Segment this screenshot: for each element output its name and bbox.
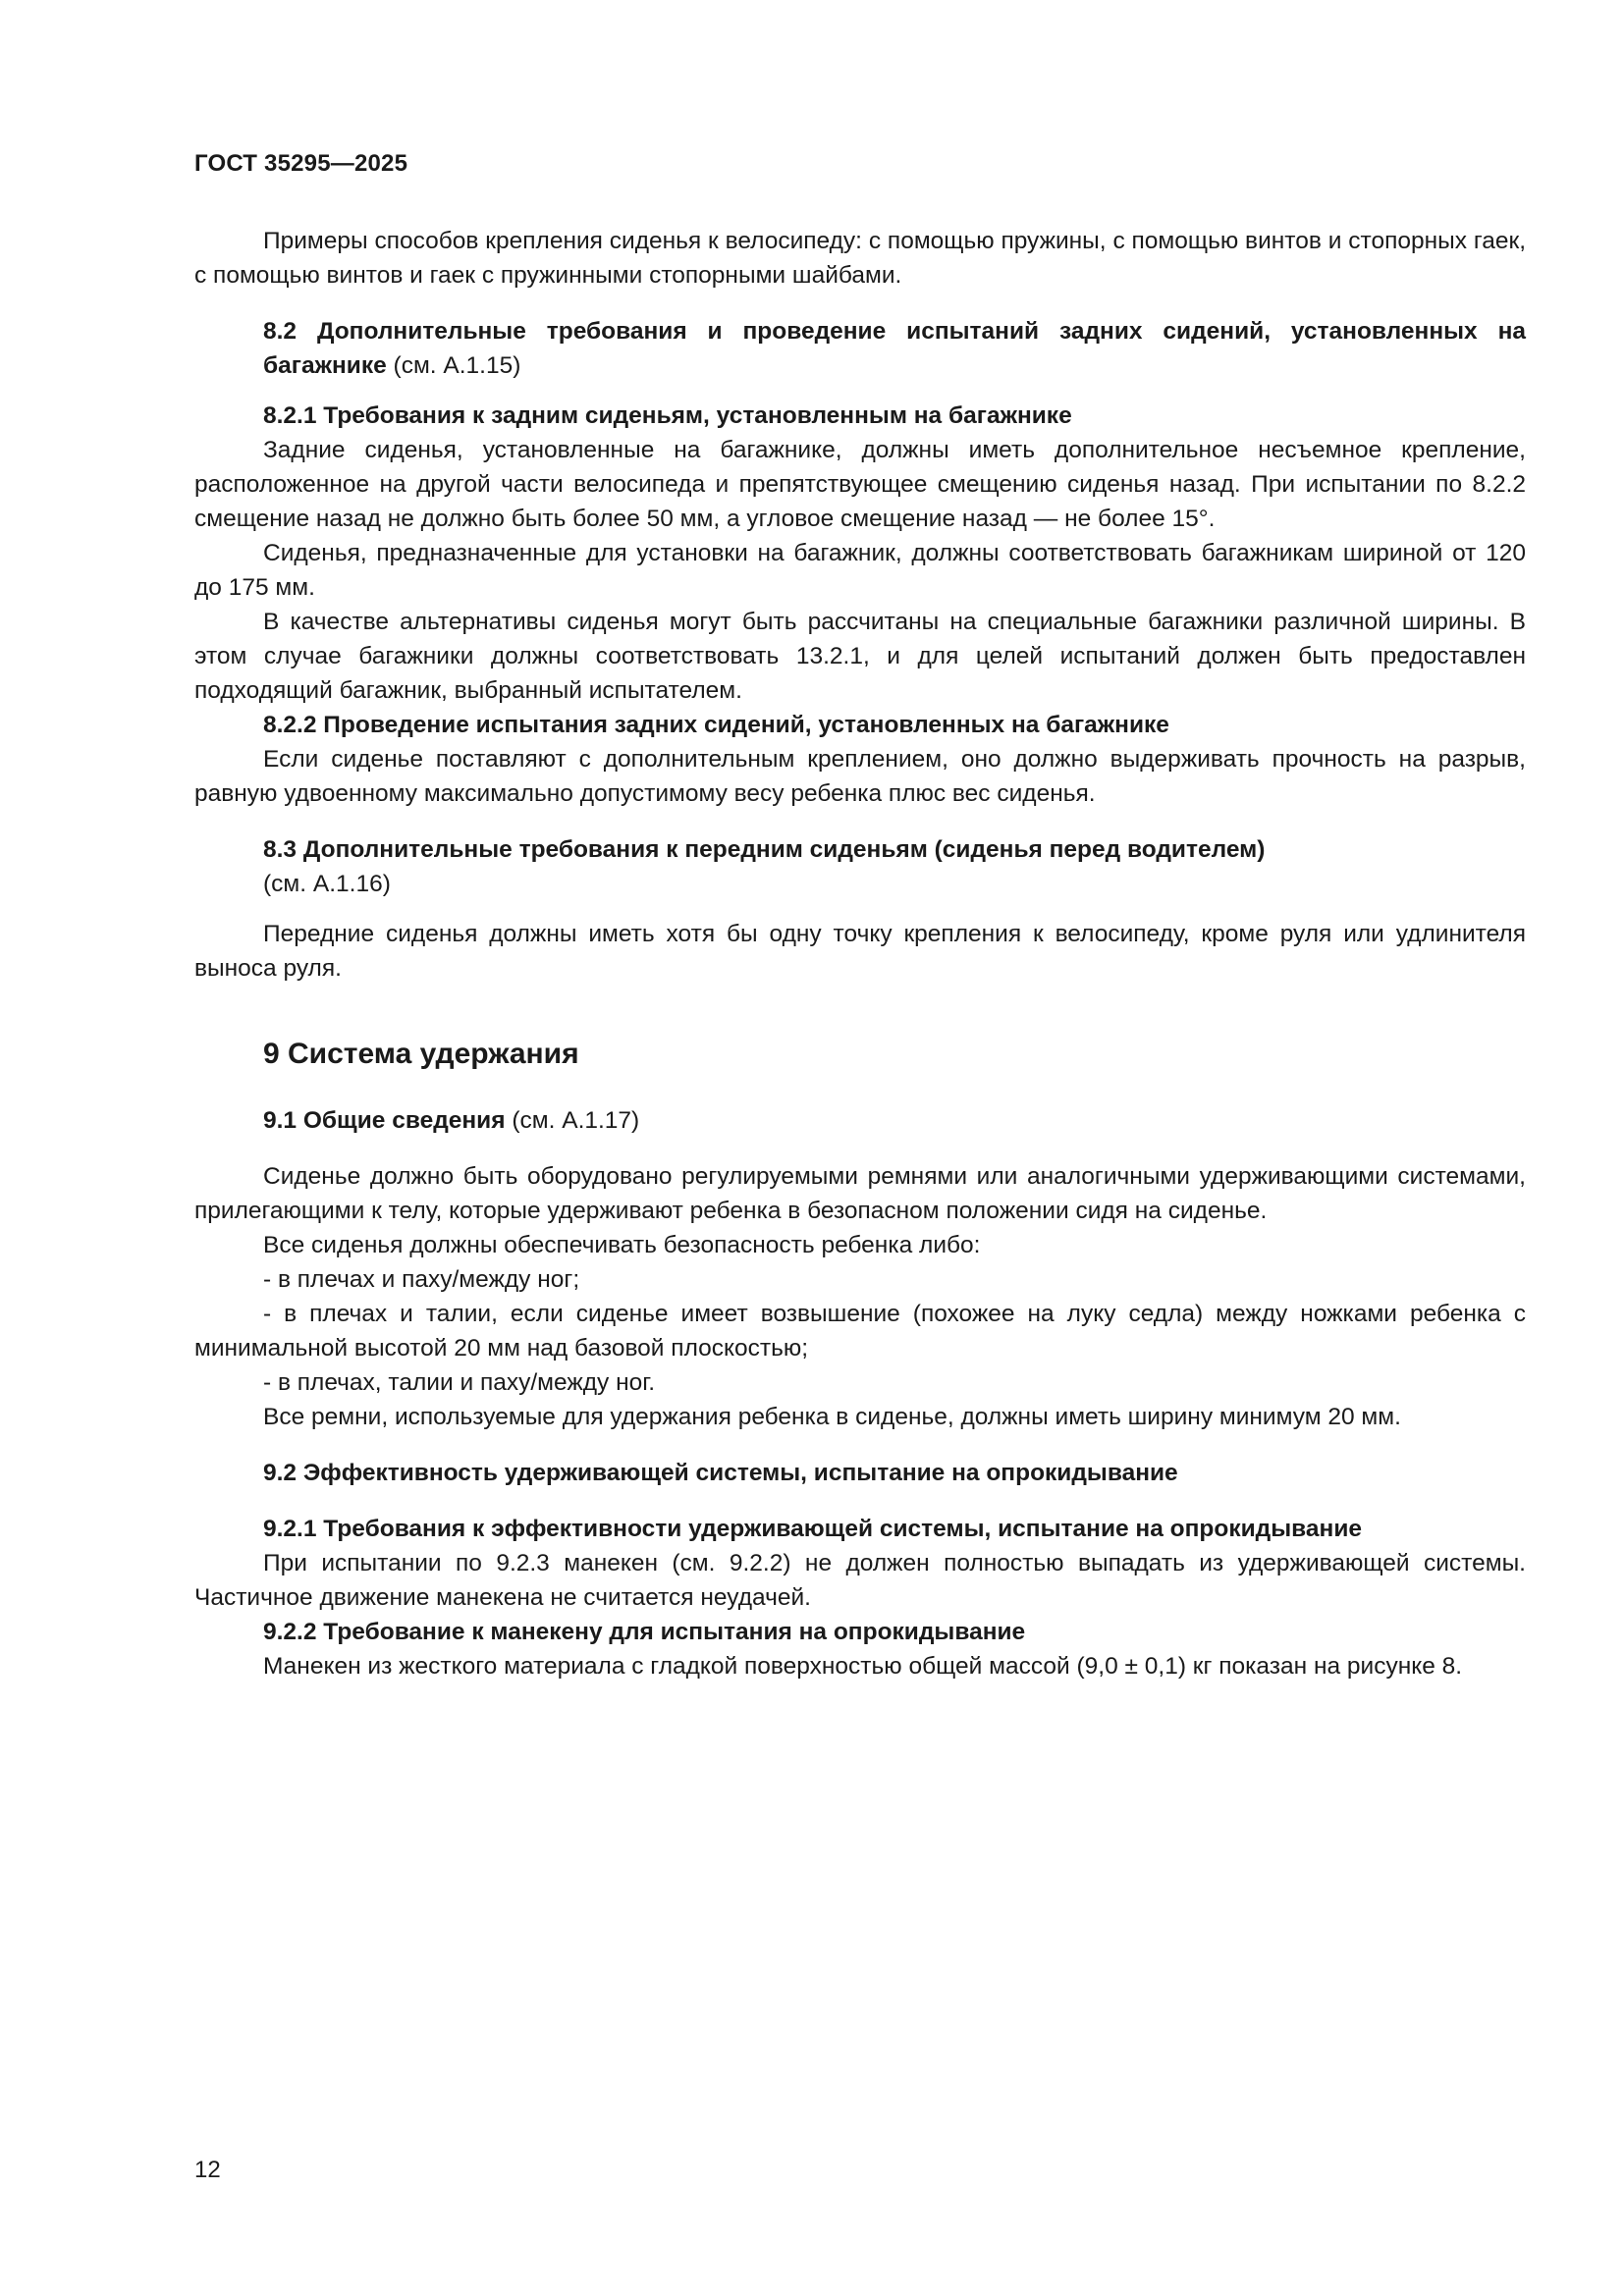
section-9-1-reference: (см. А.1.17) [512, 1107, 640, 1134]
paragraph-fastening-examples: Примеры способов крепления сиденья к велосипеду: с помощью пружины, с помощью винтов и стопорных гаек, с помощью винтов и гаек с пружинными стопорными шайбами. [194, 228, 1526, 289]
section-8-2-1-paragraph-2: Сиденья, предназначенные для установки на багажник, должны соответствовать багажникам шириной от 120 до 175 мм. [194, 540, 1526, 601]
section-9-heading: 9 Система удержания [263, 1038, 579, 1070]
section-9-1-paragraph-2: Все сиденья должны обеспечивать безопасность ребенка либо: [263, 1232, 981, 1258]
document-code-header: ГОСТ 35295—2025 [194, 150, 408, 177]
section-8-3-paragraph-1: Передние сиденья должны иметь хотя бы одну точку крепления к велосипеду, кроме руля или удлинителя выноса руля. [194, 921, 1526, 982]
section-9-2-1-heading: 9.2.1 Требования к эффективности удерживающей системы, испытание на опрокидывание [263, 1516, 1363, 1542]
document-body [194, 224, 1526, 1683]
section-8-2-1-paragraph-1: Задние сиденья, установленные на багажнике, должны иметь дополнительное несъемное крепление, расположенное на другой части велосипеда и препятствующее смещению сиденья назад. При испытании по 8.2.2 смещение назад не должно быть более 50 мм, а угловое смещение назад — не более 15°. [194, 437, 1526, 532]
section-9-2-heading: 9.2 Эффективность удерживающей системы, испытание на опрокидывание [263, 1460, 1178, 1486]
list-item: - в плечах и паху/между ног; [263, 1266, 580, 1293]
section-8-2-1-paragraph-3: В качестве альтернативы сиденья могут быть рассчитаны на специальные багажники различной ширины. В этом случае багажники должны соответствовать 13.2.1, и для целей испытаний должен быть предоставлен подходящий багажник, выбранный испытателем. [194, 609, 1526, 704]
section-8-2-1-heading: 8.2.1 Требования к задним сиденьям, установленным на багажнике [263, 402, 1072, 429]
page-number: 12 [194, 2157, 221, 2183]
section-9-2-2-heading: 9.2.2 Требование к манекену для испытания на опрокидывание [263, 1619, 1026, 1645]
section-9-1-heading [194, 1103, 1526, 1138]
section-8-2-title: 8.2 Дополнительные требования и проведение испытаний задних сидений, установленных на багажнике [263, 318, 1526, 379]
section-9-1-paragraph-1: Сиденье должно быть оборудовано регулируемыми ремнями или аналогичными удерживающими системами, прилегающими к телу, которые удерживают ребенка в безопасном положении сидя на сиденье. [194, 1163, 1526, 1224]
section-8-2-2-paragraph-1: Если сиденье поставляют с дополнительным креплением, оно должно выдерживать прочность на разрыв, равную удвоенному максимально допустимому весу ребенка плюс вес сиденья. [194, 746, 1526, 807]
section-9-2-2-paragraph-1: Манекен из жесткого материала с гладкой поверхностью общей массой (9,0 ± 0,1) кг показан на рисунке 8. [263, 1653, 1463, 1680]
section-9-1-title: 9.1 Общие сведения [263, 1107, 506, 1134]
section-8-2-reference: (см. А.1.15) [393, 352, 521, 379]
section-8-3-heading: 8.3 Дополнительные требования к передним сиденьям (сиденья перед водителем) [263, 836, 1266, 863]
section-8-2-2-heading: 8.2.2 Проведение испытания задних сидений, установленных на багажнике [263, 712, 1169, 738]
section-8-2-heading [194, 314, 1526, 383]
list-item: - в плечах, талии и паху/между ног. [263, 1369, 655, 1396]
section-9-1-paragraph-3: Все ремни, используемые для удержания ребенка в сиденье, должны иметь ширину минимум 20 мм. [263, 1404, 1401, 1430]
section-9-2-1-paragraph-1: При испытании по 9.2.3 манекен (см. 9.2.2) не должен полностью выпадать из удерживающей системы. Частичное движение манекена не считается неудачей. [194, 1550, 1526, 1611]
list-item: - в плечах и талии, если сиденье имеет возвышение (похожее на луку седла) между ножками ребенка с минимальной высотой 20 мм над базовой плоскостью; [194, 1301, 1526, 1362]
section-8-3-reference: (см. А.1.16) [263, 871, 391, 897]
